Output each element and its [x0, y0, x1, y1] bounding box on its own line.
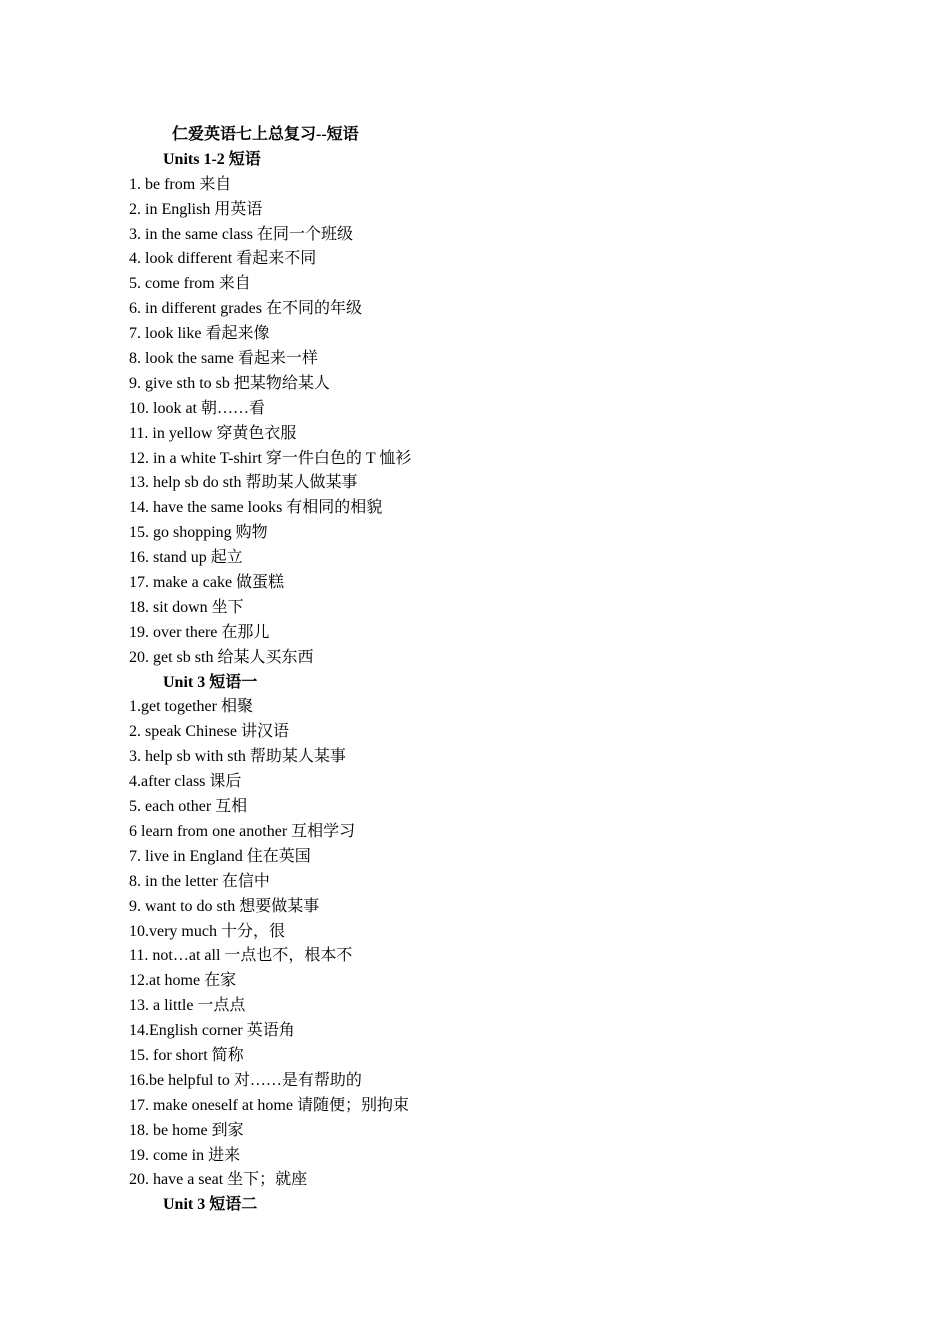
phrase-item: 13. help sb do sth 帮助某人做某事 — [129, 474, 358, 492]
phrase-item: 17. make oneself at home 请随便；别拘束 — [129, 1096, 409, 1114]
phrase-item: 20. have a seat 坐下；就座 — [129, 1171, 308, 1189]
phrase-item: 14. have the same looks 有相同的相貌 — [129, 499, 383, 517]
phrase-item: 10. look at 朝……看 — [129, 399, 265, 417]
phrase-item: 2. speak Chinese 讲汉语 — [129, 723, 289, 741]
document-title: 仁爱英语七上总复习--短语 — [172, 126, 359, 143]
phrase-item: 9. want to do sth 想要做某事 — [129, 897, 320, 915]
section-heading-units-1-2: Units 1-2 短语 — [163, 150, 261, 168]
phrase-item: 3. help sb with sth 帮助某人某事 — [129, 748, 346, 766]
phrase-item: 5. come from 来自 — [129, 275, 251, 293]
phrase-item: 7. look like 看起来像 — [129, 325, 270, 343]
phrase-item: 12. in a white T-shirt 穿一件白色的 T 恤衫 — [129, 449, 412, 467]
phrase-item: 10.very much 十分，很 — [129, 922, 285, 940]
phrase-item: 15. for short 简称 — [129, 1046, 244, 1064]
document-body — [129, 123, 729, 1218]
phrase-item: 14.English corner 英语角 — [129, 1022, 295, 1040]
phrase-item: 19. come in 进来 — [129, 1146, 241, 1164]
phrase-item: 8. in the letter 在信中 — [129, 872, 270, 890]
phrase-item: 18. sit down 坐下 — [129, 598, 244, 616]
section-heading-unit-3-part-2: Unit 3 短语二 — [163, 1196, 258, 1214]
phrase-item: 3. in the same class 在同一个班级 — [129, 225, 353, 243]
phrase-item: 1. be from 来自 — [129, 175, 232, 193]
phrase-item: 13. a little 一点点 — [129, 997, 246, 1015]
phrase-item: 20. get sb sth 给某人买东西 — [129, 648, 314, 666]
phrase-item: 8. look the same 看起来一样 — [129, 350, 318, 368]
phrase-item: 17. make a cake 做蛋糕 — [129, 574, 285, 592]
phrase-item: 11. not…at all 一点也不，根本不 — [129, 947, 353, 965]
phrase-item: 4. look different 看起来不同 — [129, 250, 317, 268]
phrase-item: 1.get together 相聚 — [129, 698, 253, 716]
phrase-item: 15. go shopping 购物 — [129, 524, 268, 542]
phrase-item: 19. over there 在那儿 — [129, 623, 270, 641]
phrase-item: 12.at home 在家 — [129, 972, 237, 990]
phrase-item: 16. stand up 起立 — [129, 549, 243, 567]
phrase-item: 6 learn from one another 互相学习 — [129, 822, 356, 840]
section-heading-unit-3-part-1: Unit 3 短语一 — [163, 673, 258, 691]
phrase-item: 18. be home 到家 — [129, 1121, 244, 1139]
phrase-item: 6. in different grades 在不同的年级 — [129, 300, 362, 318]
phrase-item: 11. in yellow 穿黄色衣服 — [129, 424, 297, 442]
phrase-item: 2. in English 用英语 — [129, 200, 263, 218]
phrase-item: 4.after class 课后 — [129, 773, 242, 791]
phrase-item: 9. give sth to sb 把某物给某人 — [129, 374, 330, 392]
phrase-item: 7. live in England 住在英国 — [129, 847, 311, 865]
phrase-item: 5. each other 互相 — [129, 798, 248, 816]
phrase-item: 16.be helpful to 对……是有帮助的 — [129, 1071, 362, 1089]
